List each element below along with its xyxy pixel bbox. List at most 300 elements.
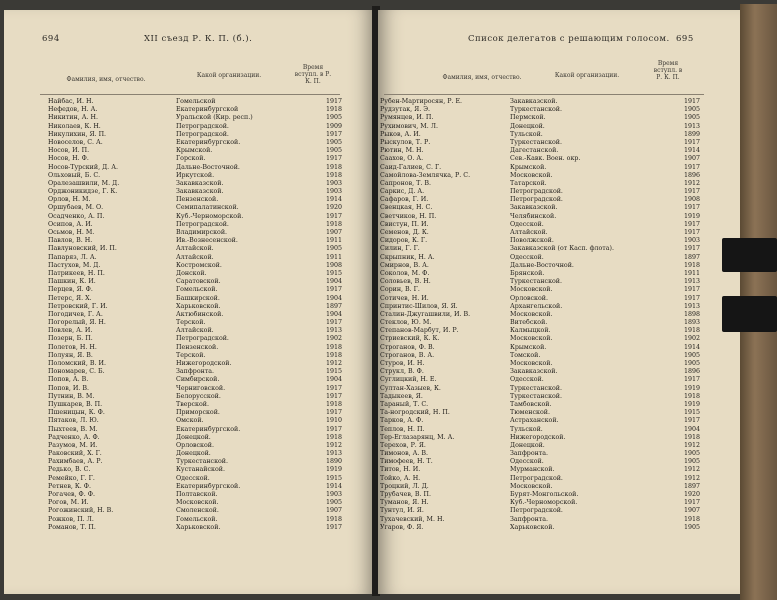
delegate-join-year: 1905 bbox=[683, 458, 700, 466]
delegate-join-year: 1902 bbox=[683, 335, 700, 343]
delegate-join-year: 1918 bbox=[325, 400, 342, 408]
delegate-name: Угаров, Ф. Я. bbox=[380, 523, 424, 531]
delegate-join-year: 1912 bbox=[325, 441, 342, 449]
delegate-join-year: 1917 bbox=[683, 294, 700, 302]
delegate-name: Тадыкеев, Я. bbox=[380, 392, 423, 400]
delegate-join-year: 1905 bbox=[683, 523, 700, 531]
delegate-row bbox=[48, 499, 348, 507]
delegate-row bbox=[48, 491, 348, 499]
delegate-row bbox=[48, 360, 348, 368]
delegate-join-year: 1905 bbox=[325, 499, 342, 507]
delegate-name: Пшеницын, К. Ф. bbox=[48, 409, 105, 417]
delegate-join-year: 1909 bbox=[325, 122, 342, 130]
delegate-organization: Мурманской. bbox=[510, 466, 555, 474]
delegate-organization: Тюменской. bbox=[510, 409, 550, 417]
delegate-join-year: 1917 bbox=[325, 425, 342, 433]
delegate-name: Стуров, И. Н. bbox=[380, 360, 425, 367]
col-header-org: Какой организации. bbox=[554, 72, 620, 79]
delegate-organization: Дагестанской. bbox=[510, 147, 559, 155]
delegate-row bbox=[48, 401, 348, 409]
delegate-row bbox=[48, 409, 348, 417]
delegate-row bbox=[380, 245, 710, 253]
delegate-row bbox=[380, 180, 710, 188]
delegate-name: Та-ногродский, Н. П. bbox=[380, 409, 450, 417]
delegate-join-year: 1918 bbox=[683, 327, 700, 335]
delegate-name: Теплов, Н. П. bbox=[380, 425, 425, 433]
delegate-row bbox=[380, 385, 710, 393]
delegate-row bbox=[380, 524, 710, 532]
delegate-organization: Нижегородской. bbox=[176, 360, 232, 367]
delegate-row bbox=[48, 147, 348, 155]
delegate-name: Носов-Турский, Д. А. bbox=[48, 163, 118, 171]
delegate-organization: Куб.-Черноморской. bbox=[176, 212, 244, 220]
delegate-organization: Алтайской. bbox=[510, 229, 548, 236]
delegate-organization: Московской. bbox=[176, 499, 219, 507]
delegate-name: Светчиков, Н. П. bbox=[380, 212, 437, 220]
delegate-organization: Петроградской. bbox=[176, 335, 229, 343]
delegate-row bbox=[380, 213, 710, 221]
delegate-name: Орджоникидзе, Г. К. bbox=[48, 188, 118, 196]
delegate-join-year: 1902 bbox=[325, 335, 342, 343]
delegate-organization: Тверской. bbox=[176, 400, 209, 408]
delegate-name: Семенов, Д. К. bbox=[380, 229, 429, 236]
delegate-organization: Пензенской. bbox=[176, 343, 219, 351]
delegate-organization: Петроградской. bbox=[510, 188, 563, 196]
delegate-organization: Московской. bbox=[510, 482, 553, 490]
delegate-name: Нефедов, Н. А. bbox=[48, 106, 98, 114]
delegate-row bbox=[48, 434, 348, 442]
delegate-row bbox=[48, 204, 348, 212]
delegate-organization: Одесской. bbox=[510, 220, 544, 228]
delegate-join-year: 1918 bbox=[325, 106, 342, 114]
delegate-name: Румянцев, И. П. bbox=[380, 114, 434, 122]
delegate-row bbox=[48, 245, 348, 253]
delegate-join-year: 1903 bbox=[325, 179, 342, 187]
delegate-join-year: 1917 bbox=[683, 229, 700, 236]
delegate-name: Павлуновский, И. П. bbox=[48, 245, 117, 253]
delegate-name: Рахимбаев, А. Р. bbox=[48, 458, 103, 466]
delegate-row bbox=[48, 106, 348, 114]
delegate-organization: Калмыцкой. bbox=[510, 327, 551, 335]
delegate-name: Никулихин, Я. П. bbox=[48, 130, 107, 138]
delegate-join-year: 1905 bbox=[325, 138, 342, 146]
delegate-join-year: 1905 bbox=[683, 351, 700, 359]
delegate-row bbox=[48, 213, 348, 221]
delegate-name: Поломский, В. И. bbox=[48, 360, 106, 367]
delegate-join-year: 1893 bbox=[683, 319, 700, 327]
delegate-organization: Петроградской. bbox=[176, 220, 229, 228]
delegate-organization: Петроградской. bbox=[176, 130, 229, 138]
delegate-name: Оршубаев, М. О. bbox=[48, 204, 104, 212]
delegate-name: Трубачев, В. П. bbox=[380, 491, 432, 498]
delegate-name: Осьмов, Н. М. bbox=[48, 229, 95, 236]
delegate-name: Рыскулов, Т. Р. bbox=[380, 138, 431, 146]
delegate-row bbox=[380, 466, 710, 474]
delegate-name: Пастухов, М. Д. bbox=[48, 261, 101, 269]
delegate-organization: Нижегородской. bbox=[510, 433, 566, 441]
delegate-join-year: 1917 bbox=[683, 163, 700, 171]
delegate-row bbox=[48, 524, 348, 532]
delegate-name: Попов, А. В. bbox=[48, 376, 89, 384]
delegate-join-year: 1917 bbox=[325, 98, 342, 105]
delegate-join-year: 1917 bbox=[683, 188, 700, 196]
delegate-join-year: 1917 bbox=[325, 384, 342, 392]
delegate-name: Скрыпник, Н. А. bbox=[380, 253, 435, 261]
delegate-join-year: 1918 bbox=[325, 171, 342, 179]
delegate-name: Тимонов, А. В. bbox=[380, 450, 429, 458]
delegate-row bbox=[380, 516, 710, 524]
delegate-organization: Архангельской. bbox=[510, 302, 563, 310]
delegate-organization: Сев.-Кавк. Воен. окр. bbox=[510, 155, 581, 163]
delegate-row bbox=[380, 155, 710, 163]
delegate-join-year: 1903 bbox=[325, 188, 342, 196]
delegate-organization: Омской. bbox=[176, 417, 204, 425]
delegate-name: Петровский, Г. И. bbox=[48, 302, 108, 310]
delegate-join-year: 1905 bbox=[683, 114, 700, 122]
delegate-row bbox=[380, 450, 710, 458]
delegate-row bbox=[380, 229, 710, 237]
delegate-organization: Томской. bbox=[510, 351, 541, 359]
delegate-join-year: 1918 bbox=[325, 515, 342, 523]
delegate-name: Рогачев, Ф. Ф. bbox=[48, 491, 95, 498]
delegate-organization: Туркестанской. bbox=[510, 106, 563, 114]
delegate-row bbox=[380, 147, 710, 155]
delegate-row bbox=[380, 221, 710, 229]
delegate-row bbox=[48, 303, 348, 311]
delegate-name: Орлов, Н. М. bbox=[48, 196, 91, 204]
delegate-row bbox=[380, 417, 710, 425]
delegate-organization: Дальне-Восточной. bbox=[510, 261, 574, 269]
delegate-join-year: 1905 bbox=[683, 106, 700, 114]
col-header-org: Какой организации. bbox=[196, 72, 262, 79]
delegate-organization: Бурят-Монгольской. bbox=[510, 491, 579, 498]
delegate-name: Повлев, А. И. bbox=[48, 327, 93, 335]
delegate-organization: Харьковской. bbox=[176, 302, 221, 310]
delegate-name: Рыков, А. И. bbox=[380, 130, 421, 138]
delegate-row bbox=[48, 114, 348, 122]
delegate-row bbox=[380, 360, 710, 368]
delegate-name: Пушкарев, В. П. bbox=[48, 400, 103, 408]
delegate-join-year: 1915 bbox=[325, 474, 342, 482]
delegate-row bbox=[380, 188, 710, 196]
delegate-name: Сотичев, Н. И. bbox=[380, 294, 429, 302]
delegate-name: Романов, Т. П. bbox=[48, 523, 96, 531]
delegate-row bbox=[380, 344, 710, 352]
delegate-row bbox=[380, 172, 710, 180]
delegate-join-year: 1904 bbox=[325, 294, 342, 302]
delegate-name: Рогожинский, Н. В. bbox=[48, 507, 114, 515]
delegate-row bbox=[48, 319, 348, 327]
delegate-row bbox=[48, 295, 348, 303]
delegate-join-year: 1896 bbox=[683, 171, 700, 179]
delegate-name: Позерн, Б. П. bbox=[48, 335, 93, 343]
delegate-organization: Крымской. bbox=[176, 147, 213, 155]
delegate-name: Носов, И. П. bbox=[48, 147, 90, 155]
delegate-join-year: 1907 bbox=[325, 507, 342, 515]
delegate-name: Ольховый, Б. С. bbox=[48, 171, 101, 179]
delegate-name: Стеклов, Ю. М. bbox=[380, 319, 432, 327]
delegate-join-year: 1903 bbox=[683, 237, 700, 245]
delegate-join-year: 1917 bbox=[683, 245, 700, 253]
delegate-join-year: 1915 bbox=[683, 409, 700, 417]
delegate-name: Осипов, А. И. bbox=[48, 220, 93, 228]
delegate-join-year: 1913 bbox=[683, 122, 700, 130]
delegate-name: Раковский, Х. Г. bbox=[48, 450, 102, 458]
delegate-row bbox=[48, 180, 348, 188]
delegate-organization: Куб.-Черноморской. bbox=[510, 499, 578, 507]
delegate-row bbox=[380, 114, 710, 122]
delegate-name: Спринтис-Шилов, Я. Я. bbox=[380, 302, 458, 310]
delegate-row bbox=[380, 262, 710, 270]
delegate-row bbox=[380, 352, 710, 360]
delegate-join-year: 1917 bbox=[325, 319, 342, 327]
delegate-organization: Витебской. bbox=[510, 319, 548, 327]
delegate-organization: Челябинской. bbox=[510, 212, 557, 220]
delegate-join-year: 1905 bbox=[325, 147, 342, 155]
delegate-join-year: 1912 bbox=[683, 441, 700, 449]
delegate-name: Сидоров, К. Г. bbox=[380, 237, 428, 245]
delegate-name: Строганов, Ф. В. bbox=[380, 343, 435, 351]
delegate-name: Строганов, В. А. bbox=[380, 351, 435, 359]
col-header-time: Время вступл. в Р. К. П. bbox=[653, 60, 683, 81]
delegate-row bbox=[380, 499, 710, 507]
delegate-row bbox=[48, 368, 348, 376]
delegate-row bbox=[48, 196, 348, 204]
delegate-join-year: 1914 bbox=[325, 482, 342, 490]
delegate-row bbox=[48, 139, 348, 147]
delegate-name: Петерс, Я. Х. bbox=[48, 294, 92, 302]
delegate-row bbox=[48, 376, 348, 384]
delegate-row bbox=[380, 237, 710, 245]
delegate-organization: Пензенской. bbox=[176, 196, 219, 204]
delegate-join-year: 1917 bbox=[683, 417, 700, 425]
delegate-row bbox=[48, 466, 348, 474]
delegate-row bbox=[48, 450, 348, 458]
delegate-name: Тарков, А. Ф. bbox=[380, 417, 424, 425]
delegate-join-year: 1917 bbox=[325, 286, 342, 294]
delegate-organization: Одесской. bbox=[510, 376, 544, 384]
delegate-row bbox=[380, 131, 710, 139]
delegate-name: Ретнев, К. Ф. bbox=[48, 482, 92, 490]
delegate-row bbox=[380, 426, 710, 434]
delegate-join-year: 1908 bbox=[683, 196, 700, 204]
delegate-name: Тимофеев, Н. Т. bbox=[380, 458, 433, 466]
delegate-join-year: 1912 bbox=[683, 474, 700, 482]
delegate-join-year: 1919 bbox=[683, 384, 700, 392]
delegate-join-year: 1919 bbox=[683, 212, 700, 220]
delegate-organization: Московской. bbox=[510, 310, 553, 318]
delegate-row bbox=[48, 237, 348, 245]
delegate-row bbox=[380, 278, 710, 286]
delegate-name: Найбас, И. Н. bbox=[48, 98, 94, 105]
delegate-join-year: 1897 bbox=[683, 482, 700, 490]
delegate-row bbox=[48, 327, 348, 335]
delegate-organization: Запфронта. bbox=[510, 515, 549, 523]
delegate-organization: Тульской. bbox=[510, 130, 543, 138]
delegate-organization: Кустанайской. bbox=[176, 466, 225, 474]
delegate-row bbox=[48, 172, 348, 180]
delegate-organization: Закавказской. bbox=[176, 188, 224, 196]
delegate-name: Саид-Галиев, С. Г. bbox=[380, 163, 442, 171]
delegate-organization: Алтайской. bbox=[176, 245, 214, 253]
delegate-join-year: 1917 bbox=[683, 138, 700, 146]
delegate-organization: Семипалатинской. bbox=[176, 204, 239, 212]
delegate-row bbox=[48, 507, 348, 515]
delegate-organization: Гомельской. bbox=[176, 286, 218, 294]
delegate-join-year: 1918 bbox=[325, 351, 342, 359]
delegate-name: Перцев, Я. Ф. bbox=[48, 286, 93, 294]
delegate-name: Свенцкая, Н. С. bbox=[380, 204, 433, 212]
delegate-name: Разумов, М. И. bbox=[48, 441, 98, 449]
delegate-row bbox=[48, 123, 348, 131]
delegate-name: Суглицкий, Н. Е. bbox=[380, 376, 437, 384]
delegate-row bbox=[48, 352, 348, 360]
delegate-row bbox=[380, 123, 710, 131]
binder-clip-top bbox=[722, 238, 777, 272]
col-header-name: Фамилия, имя, отчество. bbox=[66, 76, 146, 83]
delegate-join-year: 1917 bbox=[683, 98, 700, 105]
delegate-name: Ремейко, Г. Г. bbox=[48, 474, 95, 482]
delegate-row bbox=[48, 311, 348, 319]
delegate-name: Никитин, А. Н. bbox=[48, 114, 98, 122]
delegate-organization: Туркестанской. bbox=[510, 384, 563, 392]
header-rule bbox=[384, 94, 704, 95]
delegate-name: Соколов, М. Ф. bbox=[380, 269, 430, 277]
delegate-organization: Петроградской. bbox=[510, 474, 563, 482]
delegate-row bbox=[48, 286, 348, 294]
delegate-join-year: 1913 bbox=[325, 450, 342, 458]
delegate-row bbox=[380, 458, 710, 466]
delegate-join-year: 1919 bbox=[683, 400, 700, 408]
delegate-row bbox=[48, 188, 348, 196]
right-page bbox=[378, 10, 740, 594]
delegate-row bbox=[48, 155, 348, 163]
delegate-name: Оралезашвили, М. Д. bbox=[48, 179, 120, 187]
delegate-row bbox=[380, 204, 710, 212]
delegate-join-year: 1917 bbox=[325, 392, 342, 400]
delegate-organization: Харьковской. bbox=[176, 523, 221, 531]
page-number: 694 bbox=[42, 34, 60, 44]
delegate-organization: Терской. bbox=[176, 319, 206, 327]
delegate-name: Осадченко, А. П. bbox=[48, 212, 105, 220]
delegate-join-year: 1913 bbox=[683, 302, 700, 310]
delegate-join-year: 1918 bbox=[325, 163, 342, 171]
delegate-row bbox=[380, 409, 710, 417]
delegate-organization: Орловской. bbox=[176, 441, 214, 449]
col-header-name: Фамилия, имя, отчество. bbox=[442, 74, 522, 81]
delegate-organization: Харьковской. bbox=[510, 523, 555, 531]
delegate-organization: Туркестанской. bbox=[510, 278, 563, 286]
delegate-join-year: 1917 bbox=[325, 409, 342, 417]
delegate-row bbox=[380, 286, 710, 294]
delegate-organization: Приморской. bbox=[176, 409, 220, 417]
delegate-row bbox=[48, 278, 348, 286]
delegate-organization: Туркестанской. bbox=[510, 138, 563, 146]
delegate-organization: Крымской. bbox=[510, 343, 547, 351]
delegate-join-year: 1919 bbox=[325, 466, 342, 474]
delegate-join-year: 1899 bbox=[683, 130, 700, 138]
delegate-join-year: 1903 bbox=[325, 491, 342, 498]
delegate-row bbox=[380, 295, 710, 303]
delegate-name: Тер-Еглазарянц, М. А. bbox=[380, 433, 455, 441]
delegate-row bbox=[48, 221, 348, 229]
delegate-join-year: 1920 bbox=[683, 491, 700, 498]
delegate-organization: Донской. bbox=[176, 269, 207, 277]
delegate-organization: Екатеринбургской bbox=[176, 106, 239, 114]
delegate-join-year: 1918 bbox=[325, 433, 342, 441]
delegate-organization: Закавказской. bbox=[510, 368, 558, 376]
delegate-row bbox=[48, 335, 348, 343]
delegate-row bbox=[380, 442, 710, 450]
delegate-row bbox=[48, 164, 348, 172]
delegate-join-year: 1904 bbox=[683, 425, 700, 433]
delegate-name: Полетов, Н. Н. bbox=[48, 343, 97, 351]
delegate-organization: Одесской. bbox=[510, 458, 544, 466]
delegate-organization: Тамбовской. bbox=[510, 400, 552, 408]
delegate-row bbox=[48, 262, 348, 270]
delegate-row bbox=[380, 393, 710, 401]
delegate-row bbox=[380, 483, 710, 491]
delegate-list bbox=[380, 98, 710, 532]
delegate-row bbox=[380, 368, 710, 376]
delegate-name: Попов, И. В. bbox=[48, 384, 89, 392]
delegate-name: Соловьев, В. Н. bbox=[380, 278, 431, 286]
delegate-organization: Белорусской. bbox=[176, 392, 221, 400]
delegate-join-year: 1917 bbox=[683, 376, 700, 384]
delegate-name: Рухимович, М. Л. bbox=[380, 122, 438, 130]
delegate-name: Пятаков, Л. Ю. bbox=[48, 417, 99, 425]
delegate-join-year: 1913 bbox=[683, 278, 700, 286]
delegate-name: Сафаров, Г. И. bbox=[380, 196, 429, 204]
delegate-organization: Пермской. bbox=[510, 114, 546, 122]
delegate-join-year: 1910 bbox=[325, 417, 342, 425]
delegate-row bbox=[48, 254, 348, 262]
delegate-row bbox=[48, 483, 348, 491]
delegate-organization: Ив.-Вознесенской. bbox=[176, 237, 238, 245]
delegate-row bbox=[48, 426, 348, 434]
delegate-row bbox=[380, 270, 710, 278]
delegate-organization: Одесской. bbox=[176, 474, 210, 482]
binder-clip-bottom bbox=[722, 296, 777, 332]
delegate-organization: Донецкой. bbox=[510, 122, 545, 130]
delegate-join-year: 1911 bbox=[683, 269, 700, 277]
delegate-join-year: 1911 bbox=[325, 237, 342, 245]
delegate-row bbox=[48, 442, 348, 450]
delegate-name: Тойко, А. Н. bbox=[380, 474, 421, 482]
delegate-row bbox=[380, 327, 710, 335]
left-page bbox=[4, 10, 374, 594]
delegate-name: Николаев, К. Н. bbox=[48, 122, 101, 130]
delegate-join-year: 1918 bbox=[683, 261, 700, 269]
delegate-join-year: 1917 bbox=[325, 155, 342, 163]
delegate-name: Папаряз, Л. А. bbox=[48, 253, 97, 261]
delegate-name: Рогов, М. И. bbox=[48, 499, 89, 507]
delegate-row bbox=[380, 164, 710, 172]
delegate-join-year: 1907 bbox=[683, 155, 700, 163]
delegate-join-year: 1918 bbox=[325, 343, 342, 351]
delegate-row bbox=[380, 319, 710, 327]
delegate-organization: Закавказской. bbox=[510, 98, 558, 105]
delegate-row bbox=[48, 131, 348, 139]
delegate-name: Рубен-Мартиросян, Р. Е. bbox=[380, 98, 463, 105]
delegate-organization: Иркутской. bbox=[176, 171, 215, 179]
delegate-organization: Закавказской. bbox=[510, 204, 558, 212]
delegate-join-year: 1896 bbox=[683, 368, 700, 376]
delegate-name: Троцкий, Л. Д. bbox=[380, 482, 429, 490]
delegate-row bbox=[48, 417, 348, 425]
delegate-join-year: 1907 bbox=[683, 507, 700, 515]
delegate-organization: Брянской. bbox=[510, 269, 545, 277]
